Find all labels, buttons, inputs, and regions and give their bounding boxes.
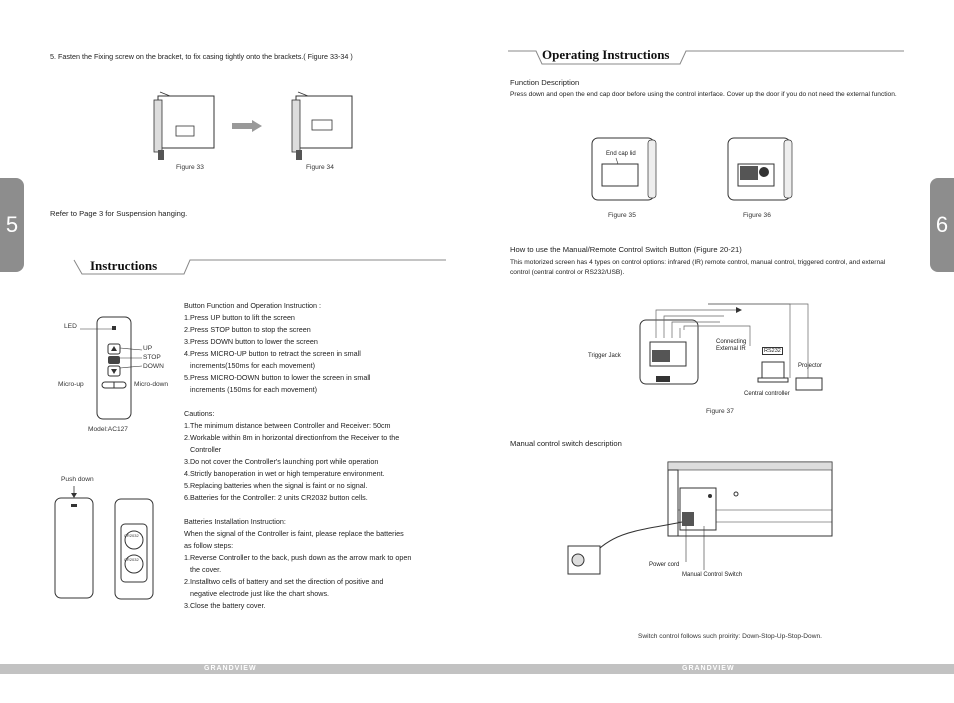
cautions-list [184,408,454,504]
button-function-item: increments (150ms for each movement) [190,385,318,394]
figure-34-caption: Figure 34 [306,164,334,171]
down-label: DOWN [143,363,164,370]
button-function-item: 2.Press STOP button to stop the screen [184,325,311,334]
caution-item: 5.Replacing batteries when the signal is faint or no signal. [184,481,368,490]
figure-37-caption: Figure 37 [706,408,734,415]
function-desc-title: Function Description [510,78,580,87]
batteries-item: the cover. [190,565,222,574]
batteries-list [184,516,454,612]
button-function-heading: Button Function and Operation Instruction : [184,301,322,310]
button-function-item: 1.Press UP button to lift the screen [184,313,295,322]
page-number-tab-left: 5 [0,178,24,272]
remote-back-illustration [54,486,94,600]
footer-logo-left: GRANDVIEW [204,665,257,672]
batteries-item: 3.Close the battery cover. [184,601,266,610]
push-down-label: Push down [61,476,94,483]
manual-switch-illustration [564,460,834,584]
figure-35-illustration [590,136,660,204]
arrow-right-icon [232,120,262,132]
batteries-heading: Batteries Installation Instruction: [184,517,286,526]
trigger-jack-label: Trigger Jack [588,353,621,359]
how-to-text: This motorized screen has 4 types on control options: infrared (IR) remote control, manual control, triggered control, and external control (central control or RS232/USB). [510,259,886,276]
model-label: Model:AC127 [88,426,128,433]
batteries-item: as follow steps: [184,541,234,550]
micro-down-label: Micro-down [134,381,169,388]
switch-priority-text: Switch control follows such proirity: Down-Stop-Up-Stop-Down. [638,633,822,640]
button-function-item: 4.Press MICRO-UP button to retract the screen in small [184,349,361,358]
figure-35-caption: Figure 35 [608,212,636,219]
instructions-heading: Instructions [90,258,158,273]
page-number-tab-right: 6 [930,178,954,272]
figure-33-illustration [150,92,220,164]
caution-item: 1.The minimum distance between Controller and Receiver: 50cm [184,421,391,430]
caution-item: Controller [190,445,222,454]
battery-label-2: CR2032 [124,557,139,562]
power-cord-label: Power cord [649,562,680,568]
end-cap-lid-label: End cap lid [606,151,636,157]
figure-36-illustration [726,136,796,204]
button-function-list [184,300,449,396]
figure-34-illustration [288,92,358,164]
footer-logo-right: GRANDVIEW [682,665,735,672]
batteries-item: 2.Installtwo cells of battery and set the direction of positive and [184,577,384,586]
remote-battery-compartment-illustration [114,498,154,600]
cautions-heading: Cautions: [184,409,215,418]
button-function-item: increments(150ms for each movement) [190,361,316,370]
operating-heading: Operating Instructions [542,47,670,62]
central-controller-label: Central controller [744,391,790,397]
function-desc-text: Press down and open the end cap door before using the control interface. Cover up the door if you do not need the external function. [510,91,897,98]
batteries-item: 1.Reverse Controller to the back, push down as the arrow mark to open [184,553,412,562]
up-label: UP [143,345,153,352]
caution-item: 3.Do not cover the Controller's launching port while operation [184,457,379,466]
led-leader [80,328,116,330]
rs232-label: RS232 [764,348,781,354]
caution-item: 4.Strictly banoperation in wet or high temperature environment. [184,469,385,478]
manual-switch-label: Manual Control Switch [682,572,743,578]
caution-item: 6.Batteries for the Controller: 2 units CR2032 button cells. [184,493,368,502]
connecting-ir-label: Connecting External IR [716,339,747,352]
batteries-item: negative electrode just like the chart shows. [190,589,330,598]
led-label: LED [64,323,77,330]
button-function-item: 3.Press DOWN button to lower the screen [184,337,318,346]
button-function-item: 5.Press MICRO-DOWN button to lower the screen in small [184,373,371,382]
stop-label: STOP [143,354,161,361]
projector-label: Projector [798,363,823,369]
up-stop-down-labels [143,344,164,371]
how-to-title: How to use the Manual/Remote Control Switch Button (Figure 20-21) [510,245,742,254]
batteries-item: When the signal of the Controller is faint, please replace the batteries [184,529,404,538]
refer-text: Refer to Page 3 for Suspension hanging. [50,209,188,218]
figure-36-caption: Figure 36 [743,212,771,219]
figure-33-caption: Figure 33 [176,164,204,171]
caution-item: 2.Workable within 8m in horizontal directionfrom the Receiver to the [184,433,400,442]
micro-up-label: Micro-up [58,381,84,388]
step5-text: 5. Fasten the Fixing screw on the bracket, to fix casing tightly onto the brackets.( Figure 33-34 ) [50,52,353,61]
manual-title: Manual control switch description [510,439,622,448]
battery-label-1: CR2032 [124,533,139,538]
button-leaders [120,346,144,370]
footer-bar [0,664,954,674]
